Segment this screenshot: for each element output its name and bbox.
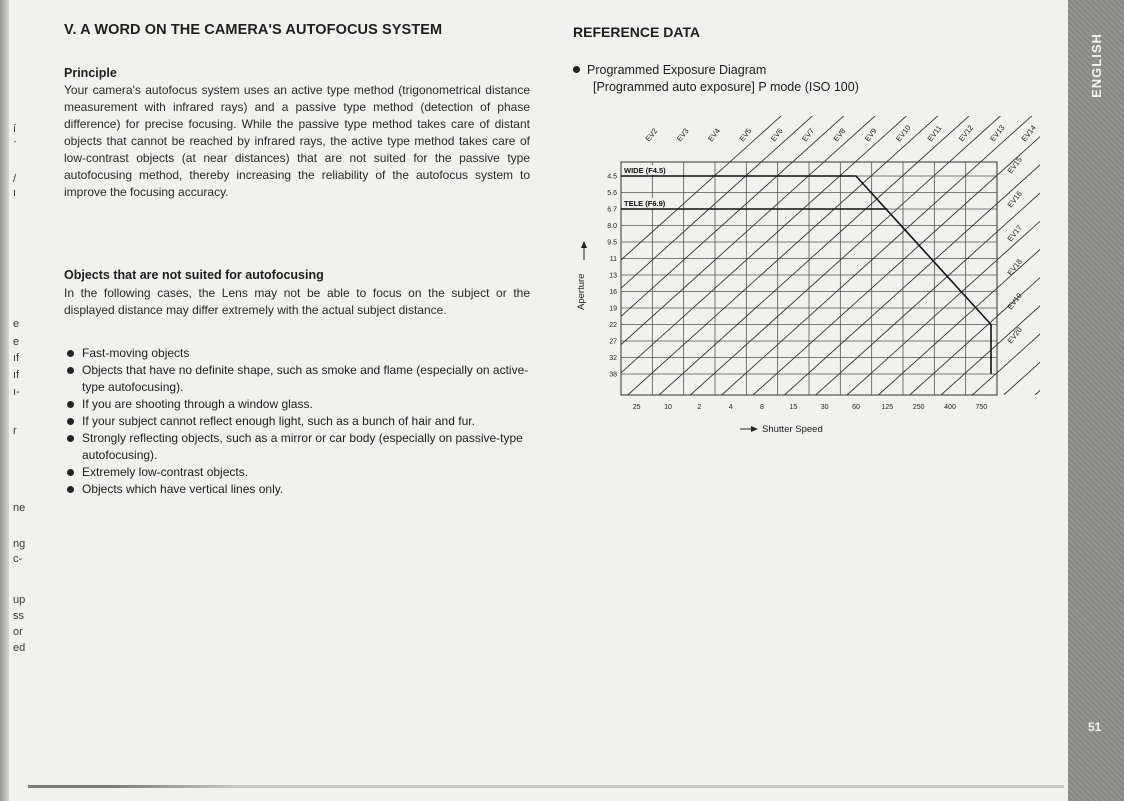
y-tick-label: 11 <box>609 256 617 263</box>
x-tick-label: 250 <box>912 404 925 411</box>
x-tick-label: 125 <box>881 404 894 411</box>
margin-fragment: ed <box>13 642 26 654</box>
list-item <box>64 464 532 481</box>
ev-label: EV16 <box>1005 189 1024 210</box>
ev-label: EV19 <box>1005 291 1024 312</box>
language-tab <box>1068 0 1124 801</box>
diagram-caption-text: Programmed Exposure Diagram <box>587 63 767 77</box>
margin-fragment: ng <box>13 538 26 550</box>
ev-diagonal-line <box>1035 110 1040 395</box>
margin-fragment: ı <box>13 187 17 199</box>
x-tick-label: 60 <box>852 404 860 411</box>
y-tick-label: 6.7 <box>607 206 617 214</box>
x-tick-label: 4 <box>728 404 733 411</box>
ev-label: EV10 <box>894 123 913 144</box>
bullet-dot-icon <box>67 418 74 425</box>
ev-diagonal-line <box>722 110 1040 395</box>
margin-fragment: up <box>13 594 26 606</box>
y-tick-label: 32 <box>609 355 617 362</box>
x-axis-arrowhead <box>751 426 758 432</box>
ev-label: EV13 <box>988 123 1007 144</box>
diagram-subtitle: [Programmed auto exposure] P mode (ISO 100) <box>593 80 859 94</box>
ev-label: EV4 <box>706 126 722 144</box>
principle-paragraph: Your camera's autofocus system uses an active type method (trigonometrical distance measurement with infrared rays) and a passive type method (detection of phase difference) for precise focusing. While the passive type method takes care of distant objects that cannot be reached by infrared rays, the active type method takes care of low-contrast objects (at near distances) that are not suited for the passive type autofocusing method, thereby increasing the reliability of the autofocus system to improve the focusing accuracy. <box>64 83 530 199</box>
margin-fragment: ı- <box>13 386 20 398</box>
list-item <box>64 413 532 430</box>
x-tick-label: 25 <box>632 404 641 411</box>
ev-label: EV17 <box>1005 223 1024 244</box>
margin-fragment: or <box>13 626 23 638</box>
ev-label: EV14 <box>1019 123 1038 144</box>
list-item-text: If you are shooting through a window glass. <box>82 397 313 411</box>
list-item-text: Fast-moving objects <box>82 346 190 360</box>
ev-diagonal-line <box>560 110 922 395</box>
x-axis-label: Shutter Speed <box>762 424 823 435</box>
objects-intro-paragraph: In the following cases, the Lens may not be able to focus on the subject or the displayed distance may differ extremely with the actual subject distance. <box>64 286 530 317</box>
y-tick-label: 8.0 <box>607 223 617 230</box>
page-number: 51 <box>1088 720 1102 734</box>
y-tick-label: 27 <box>609 338 617 346</box>
unsuited-objects-list <box>64 345 532 498</box>
ev-diagonal-line <box>659 110 1040 395</box>
bottom-rule <box>28 785 1064 788</box>
principle-title: Principle <box>64 66 117 80</box>
x-tick-label: 2 <box>697 404 702 411</box>
ev-label: EV11 <box>925 123 944 144</box>
section-heading: V. A WORD ON THE CAMERA'S AUTOFOCUS SYSTEM <box>64 22 443 38</box>
page-spine-shadow <box>0 0 9 801</box>
series-label: TELE (F6.9) <box>624 199 666 208</box>
margin-fragment: e <box>13 336 20 348</box>
ev-diagonal-line <box>596 110 1016 395</box>
y-tick-label: 16 <box>609 289 617 296</box>
ev-label: EV9 <box>862 126 879 144</box>
x-tick-label: 15 <box>789 404 798 411</box>
bullet-dot-icon <box>67 401 74 408</box>
list-item <box>64 430 532 464</box>
y-tick-label: 5.6 <box>607 190 617 197</box>
list-item-text: Extremely low-contrast objects. <box>82 465 249 479</box>
ev-diagonal-line <box>847 110 1040 395</box>
margin-fragment: ıf <box>13 369 20 381</box>
margin-fragment: ss <box>13 610 24 622</box>
margin-fragment: ıf <box>13 352 20 364</box>
ev-diagonal-line <box>784 110 1040 395</box>
list-item-text: Objects that have no definite shape, such as smoke and flame (especially on active-type autofocusing). <box>82 363 529 394</box>
list-item <box>64 396 532 413</box>
objects-title: Objects that are not suited for autofocusing <box>64 268 324 282</box>
bullet-dot-icon <box>67 350 74 357</box>
y-tick-label: 4.5 <box>607 173 617 181</box>
list-item-text: Objects which have vertical lines only. <box>82 482 284 496</box>
language-tab-label <box>1076 20 1116 110</box>
bullet-dot-icon <box>67 469 74 476</box>
language-label-text: ENGLISH <box>1088 32 1104 98</box>
y-tick-label: 38 <box>609 371 617 379</box>
ev-lines <box>560 110 1040 395</box>
margin-fragment: ˊ <box>13 140 17 152</box>
margin-fragment: r <box>13 425 17 437</box>
series-label: WIDE (F4.5) <box>624 166 666 175</box>
ev-label: EV6 <box>768 126 785 144</box>
ev-label: EV20 <box>1005 325 1024 346</box>
bullet-dot-icon <box>67 486 74 493</box>
ev-label: EV2 <box>643 126 660 144</box>
list-item <box>64 481 532 498</box>
ev-label: EV7 <box>800 126 816 144</box>
margin-fragment: e <box>13 318 20 330</box>
x-tick-label: 750 <box>975 404 988 411</box>
margin-fragment: c- <box>13 553 23 565</box>
y-tick-label: 9.5 <box>607 239 617 247</box>
ev-label: EV3 <box>674 126 691 144</box>
diagram-caption <box>573 62 766 79</box>
margin-fragment: í <box>13 123 17 135</box>
x-tick-label: 400 <box>944 404 956 411</box>
margin-fragment: / <box>13 173 17 185</box>
ev-label: EV18 <box>1005 257 1024 278</box>
list-item <box>64 345 532 362</box>
list-item-text: If your subject cannot reflect enough light, such as a bunch of hair and fur. <box>82 414 475 428</box>
y-tick-label: 22 <box>609 322 617 329</box>
bullet-dot-icon <box>67 435 74 442</box>
y-tick-label: 19 <box>609 305 617 313</box>
ev-label: EV15 <box>1005 155 1024 176</box>
y-axis-label: Aperture <box>576 273 587 310</box>
reference-data-title: REFERENCE DATA <box>573 24 701 40</box>
list-item <box>64 362 532 396</box>
ev-label: EV5 <box>737 126 754 144</box>
x-tick-label: 30 <box>820 404 829 411</box>
exposure-diagram <box>560 110 1040 440</box>
ev-diagonal-line <box>972 110 1040 395</box>
x-tick-label: 10 <box>664 404 672 411</box>
ev-label: EV8 <box>831 126 848 144</box>
ev-diagonal-line <box>565 110 985 395</box>
x-tick-label: 8 <box>760 404 764 411</box>
list-item-text: Strongly reflecting objects, such as a mirror or car body (especially on passive-type autofocusing). <box>82 431 523 462</box>
margin-fragment: ne <box>13 502 26 514</box>
bullet-dot-icon <box>573 66 580 73</box>
ev-label: EV12 <box>956 123 976 144</box>
y-tick-label: 13 <box>609 272 617 280</box>
bullet-dot-icon <box>67 367 74 374</box>
ev-diagonal-line <box>560 110 891 395</box>
y-axis-arrowhead <box>581 241 587 248</box>
